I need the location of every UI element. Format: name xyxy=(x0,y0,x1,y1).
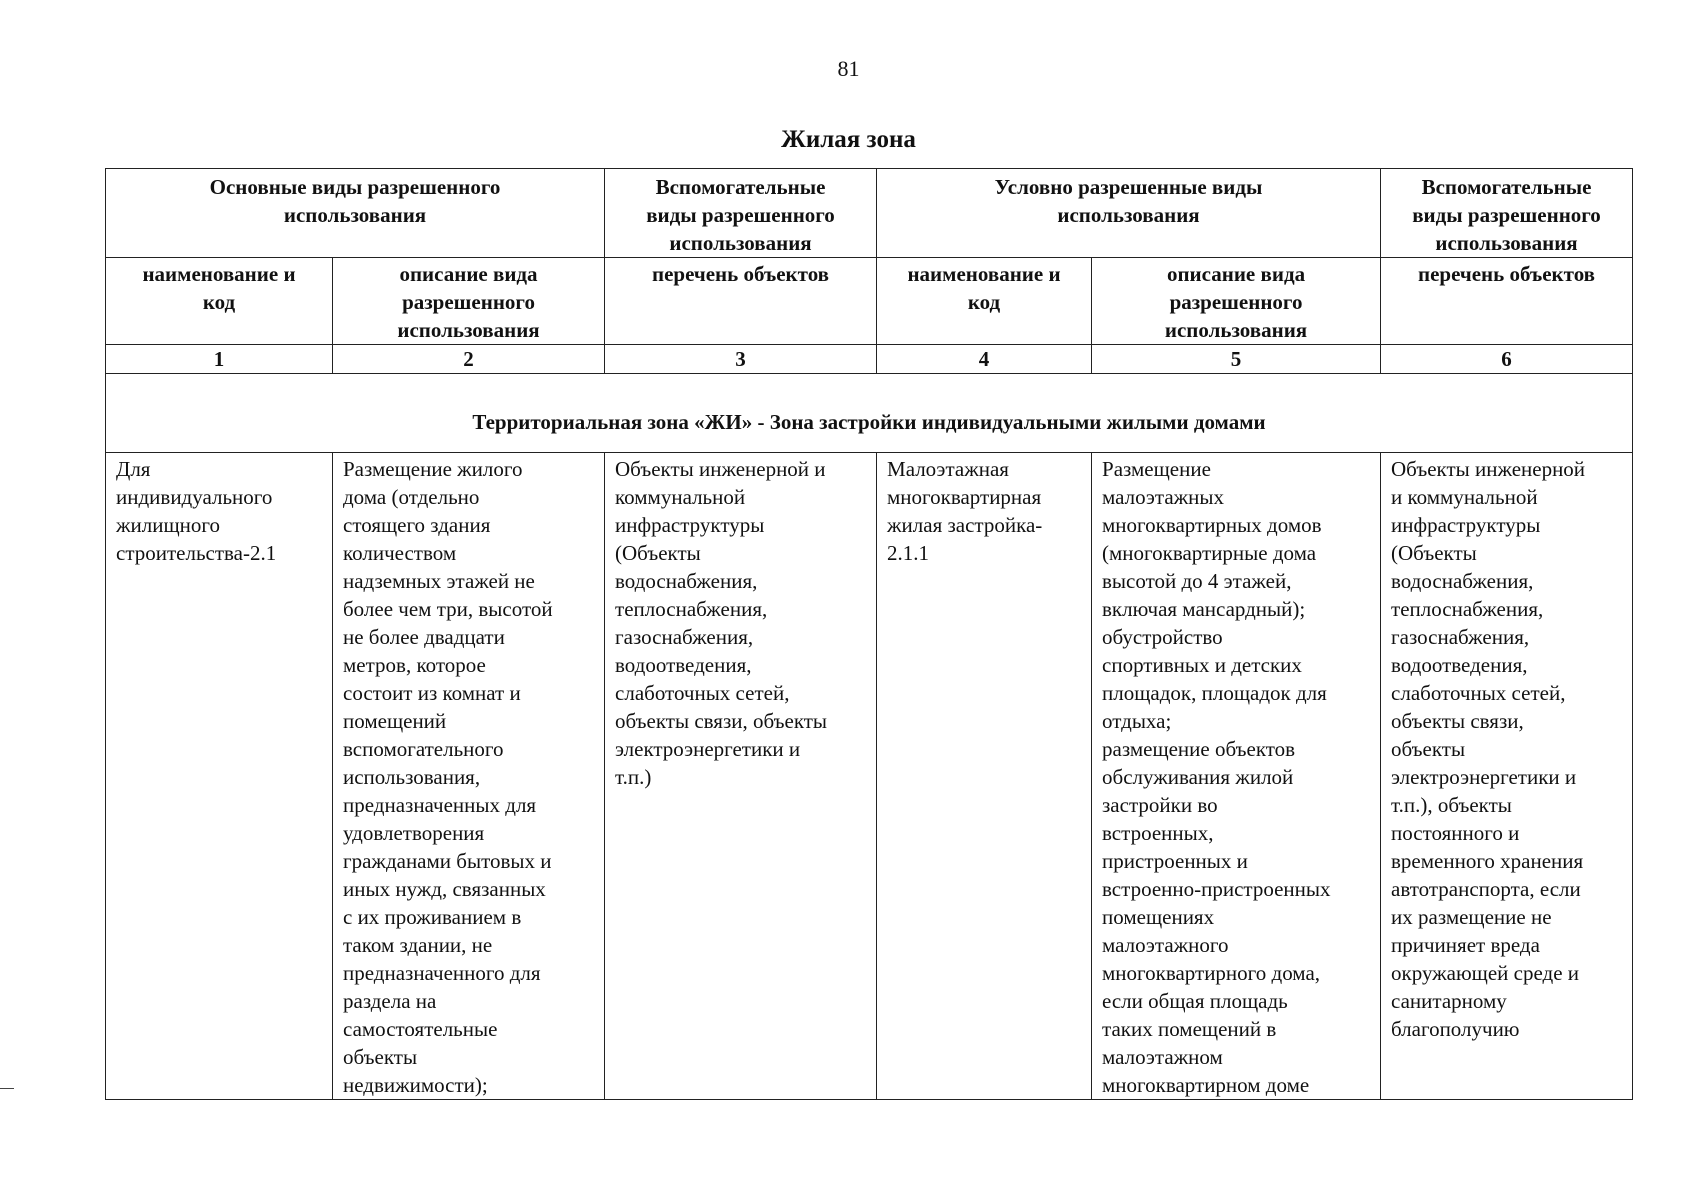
subheader-name-code-main: наименование и код xyxy=(106,258,333,345)
column-number: 6 xyxy=(1381,345,1633,374)
subheader-description-main: описание вида разрешенного использования xyxy=(333,258,605,345)
page-number: 81 xyxy=(837,56,860,81)
column-number: 4 xyxy=(877,345,1092,374)
table-sub-header-row xyxy=(106,258,1633,345)
column-number: 2 xyxy=(333,345,605,374)
zone-title: Территориальная зона «ЖИ» - Зона застройки индивидуальными жилыми домами xyxy=(106,374,1633,453)
column-number: 1 xyxy=(106,345,333,374)
cell-conditional-objects: Объекты инженерной и коммунальной инфраструктуры (Объекты водоснабжения, теплоснабжения, газоснабжения, водоотведения, слаботочных сетей, объекты связи, объекты электроэнергетики и т.п.), объекты постоянного и временного хранения автотранспорта, если их размещение не причиняет вреда окружающей среде и санитарному благополучию xyxy=(1381,453,1633,1100)
zone-table xyxy=(105,168,1633,1100)
document-title: Жилая зона xyxy=(781,126,916,153)
subheader-objects-main: перечень объектов xyxy=(605,258,877,345)
header-auxiliary-uses-main: Вспомогательные виды разрешенного использования xyxy=(605,169,877,258)
header-conditional-uses: Условно разрешенные виды использования xyxy=(877,169,1381,258)
subheader-objects-conditional: перечень объектов xyxy=(1381,258,1633,345)
column-number: 5 xyxy=(1092,345,1381,374)
cell-conditional-name-code: Малоэтажная многоквартирная жилая застройка- 2.1.1 xyxy=(877,453,1092,1100)
cell-main-description: Размещение жилого дома (отдельно стоящего здания количеством надземных этажей не более чем три, высотой не более двадцати метров, которое состоит из комнат и помещений вспомогательного использования, предназначенных для удовлетворения гражданами бытовых и иных нужд, связанных с их проживанием в таком здании, не предназначенного для раздела на самостоятельные объекты недвижимости); xyxy=(333,453,605,1100)
subheader-description-conditional: описание вида разрешенного использования xyxy=(1092,258,1381,345)
header-main-uses: Основные виды разрешенного использования xyxy=(106,169,605,258)
column-number-row xyxy=(106,345,1633,374)
table-row xyxy=(106,453,1633,1100)
margin-mark xyxy=(0,1088,14,1089)
table-group-header-row xyxy=(106,169,1633,258)
header-auxiliary-uses-conditional: Вспомогательные виды разрешенного использования xyxy=(1381,169,1633,258)
zone-title-row xyxy=(106,374,1633,453)
cell-conditional-description: Размещение малоэтажных многоквартирных домов (многоквартирные дома высотой до 4 этажей, включая мансардный); обустройство спортивных и детских площадок, площадок для отдыха; размещение объектов обслуживания жилой застройки во встроенных, пристроенных и встроенно-пристроенных помещениях малоэтажного многоквартирного дома, если общая площадь таких помещений в малоэтажном многоквартирном доме xyxy=(1092,453,1381,1100)
cell-main-name-code: Для индивидуального жилищного строительства-2.1 xyxy=(106,453,333,1100)
subheader-name-code-conditional: наименование и код xyxy=(877,258,1092,345)
column-number: 3 xyxy=(605,345,877,374)
cell-main-objects: Объекты инженерной и коммунальной инфраструктуры (Объекты водоснабжения, теплоснабжения, газоснабжения, водоотведения, слаботочных сетей, объекты связи, объекты электроэнергетики и т.п.) xyxy=(605,453,877,1100)
